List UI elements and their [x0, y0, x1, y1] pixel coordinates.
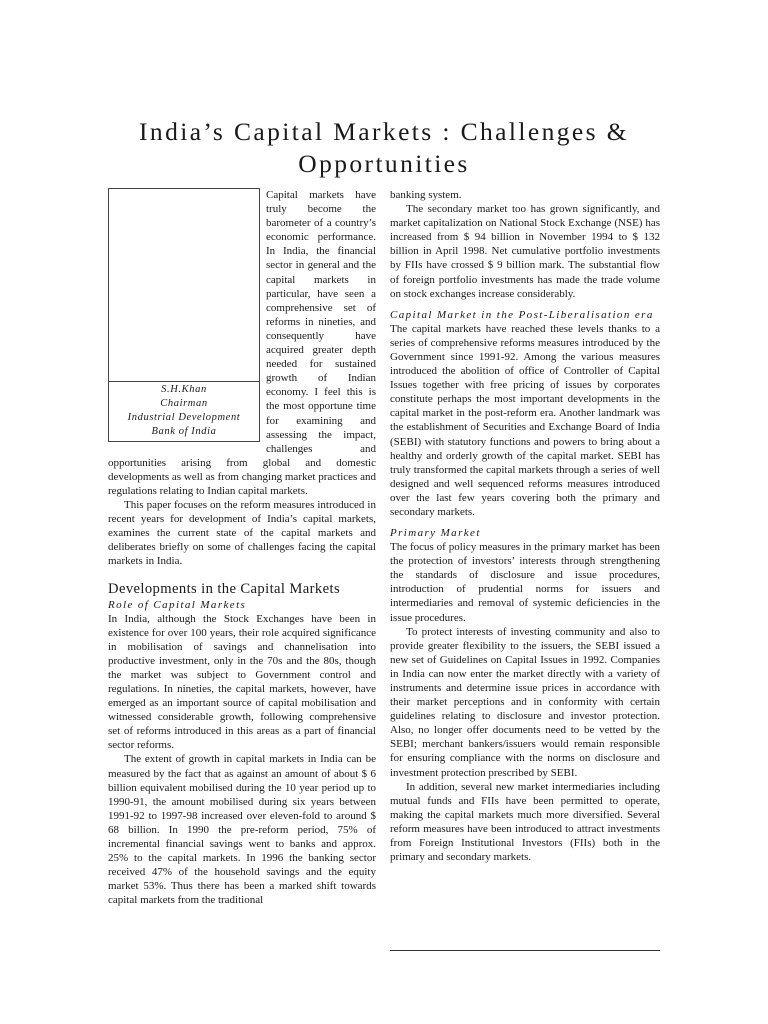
subheading-role-of-capital-markets: Role of Capital Markets [108, 598, 247, 611]
left-column [108, 188, 376, 908]
section-heading: Developments in the Capital Markets [108, 580, 341, 597]
role-paragraph: In India, although the Stock Exchanges have been in existence for over 100 years, their role acquired significance in mobilisation of savings and channelisation into productive investment, only in the 70s and the 80s, though the market was subject to Government control and regulations. In nineties, the capital markets, however, have emerged as an important source of capital mobilisation and witnessed considerable growth, following comprehensive set of reforms introduced in this areas as a part of financial sector reforms. [108, 612, 376, 752]
author-organization-bank: Bank of India [151, 426, 217, 437]
author-organization: Industrial Development [127, 412, 241, 423]
author-photo-box [108, 188, 260, 442]
secondary-market-paragraph: The secondary market too has grown significantly, and market capitalization on National Stock Exchange (NSE) has increased from $ 94 billion in November 1994 to $ 132 billion in April 1998. Net cumulative portfolio investments by FIIs have crossed $ 9 billion mark. The substantial flow of foreign portfolio investments has made the trade volume on stock exchanges increase considerably. [390, 203, 660, 300]
title-line-2: Opportunities [298, 149, 470, 178]
right-column [390, 188, 660, 864]
author-position: Chairman [160, 398, 208, 409]
subheading-post-liberalisation: Capital Market in the Post-Liberalisation era [390, 308, 654, 321]
primary-market-paragraph-3: In addition, several new market intermediaries including mutual funds and FIIs have been permitted to operate, making the capital markets much more diversified. Several reform measures have been introduced to attract investments from Foreign Institutional Investors (FIIs) both in the primary and secondary markets. [390, 780, 660, 864]
intro-paragraph: Capital markets have truly become the barometer of a country’s economic performance. In India, the financial sector in general and the capital markets in particular, have seen a comprehensive set of reforms in nineties, and consequently have acquired greater depth needed for sustained growth of Indian economy. I feel this is the most opportune time for examining and assessing the impact, challenges and opportunities arising from global and domestic developments as well as from changing market practices and regulations relating to Indian capital markets. [108, 189, 376, 497]
author-caption [109, 383, 259, 439]
primary-market-paragraph-1: The focus of policy measures in the primary market has been the protection of investors’ interests through strengthening the standards of disclosure and issue procedures, introduction of prudential norms for issuers and intermediaries and removal of systemic deficiencies in the issue procedures. [390, 541, 660, 624]
title-line-1: India’s Capital Markets : Challenges & [139, 117, 629, 146]
continuation-text: banking system. [390, 189, 462, 201]
growth-paragraph: The extent of growth in capital markets in India can be measured by the fact that as against an amount of about $ 6 billion equivalent mobilised during the 10 year period up to 1990-91, the amount mobilised during six years between 1991-92 to 1997-98 increased over eleven-fold to around $ 68 billion. In 1990 the pre-reform period, 75% of incremental financial savings went to banks and approx. 25% to the capital markets. In 1996 the banking sector received 47% of the household savings and the equity market 53%. Thus there has been a marked shift towards capital markets from the traditional [108, 753, 376, 907]
primary-market-paragraph-2: To protect interests of investing community and also to provide greater flexibility to the issuers, the SEBI issued a new set of Guidelines on Capital Issues in 1992. Companies in India can now enter the market directly with a variety of instruments and determine issue prices in accordance with their market perceptions and in conformity with certain guidelines relating to disclosure and investor protection. Also, no longer offer documents need to be vetted by the SEBI; merchant bankers/issuers would remain responsible for ensuring compliance with the norms on disclosure and investment protection prescribed by SEBI. [390, 625, 660, 779]
author-name: S.H.Khan [161, 384, 207, 395]
caption-divider [109, 381, 259, 382]
focus-paragraph: This paper focuses on the reform measures introduced in recent years for development of India’s capital markets, examines the current state of the capital markets and deliberates briefly on some of challenges facing the capital markets in India. [108, 499, 376, 568]
page-title [100, 116, 668, 180]
post-liberalisation-paragraph: The capital markets have reached these levels thanks to a series of comprehensive reforms measures introduced by the Government since 1991-92. Among the various measures introduced the abolition of office of Controller of Capital Issues together with free pricing of issues by corporates constitute perhaps the most important developments in the capital market in the post-reform era. Another landmark was the establishment of Securities and Exchange Board of India (SEBI) with statutory functions and powers to bring about a healthy and orderly growth of the capital market. SEBI has truly transformed the capital markets through a series of well designed and well sequenced reforms measures introduced over the last few years covering both the primary and secondary markets. [390, 322, 660, 518]
subheading-primary-market: Primary Market [390, 527, 481, 540]
